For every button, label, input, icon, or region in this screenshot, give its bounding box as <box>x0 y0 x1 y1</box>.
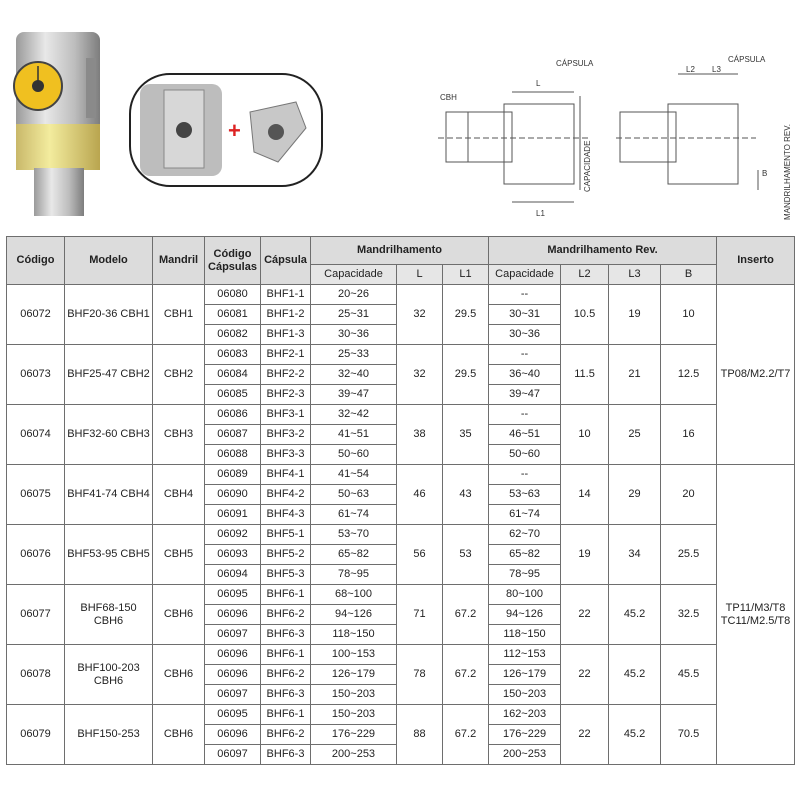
cell-capsula: BHF2-3 <box>261 385 311 405</box>
cell-l1: 35 <box>443 405 489 465</box>
cell-l: 88 <box>397 705 443 765</box>
cell-inserto: TP11/M3/T8 TC11/M2.5/T8 <box>717 465 795 765</box>
cell-capacidade-rev: 150~203 <box>489 685 561 705</box>
cell-capacidade-rev: -- <box>489 405 561 425</box>
cell-capacidade: 53~70 <box>311 525 397 545</box>
cell-codigo-capsula: 06085 <box>205 385 261 405</box>
cell-modelo: BHF25-47 CBH2 <box>65 345 153 405</box>
cell-modelo: BHF20-36 CBH1 <box>65 285 153 345</box>
cell-capacidade: 126~179 <box>311 665 397 685</box>
cell-b: 25.5 <box>661 525 717 585</box>
cell-codigo-capsula: 06093 <box>205 545 261 565</box>
product-illustrations <box>0 0 800 232</box>
cell-codigo-capsula: 06096 <box>205 665 261 685</box>
cell-l2: 19 <box>561 525 609 585</box>
header-mandrilhamento: Mandrilhamento <box>311 237 489 265</box>
cell-codigo-capsula: 06091 <box>205 505 261 525</box>
label-capsula: CÁPSULA <box>556 59 594 68</box>
cell-l2: 10 <box>561 405 609 465</box>
subheader-l3: L3 <box>609 265 661 285</box>
cell-modelo: BHF150-253 <box>65 705 153 765</box>
cell-codigo-capsula: 06092 <box>205 525 261 545</box>
cell-mandril: CBH4 <box>153 465 205 525</box>
cell-codigo: 06074 <box>7 405 65 465</box>
cell-capacidade-rev: 65~82 <box>489 545 561 565</box>
cell-codigo: 06078 <box>7 645 65 705</box>
cell-capacidade: 30~36 <box>311 325 397 345</box>
cell-l1: 53 <box>443 525 489 585</box>
cell-codigo: 06072 <box>7 285 65 345</box>
cell-codigo: 06079 <box>7 705 65 765</box>
table-row <box>7 705 795 725</box>
cell-l2: 10.5 <box>561 285 609 345</box>
label-capacidade: CAPACIDADE <box>583 140 592 192</box>
cell-codigo-capsula: 06097 <box>205 745 261 765</box>
cell-l: 32 <box>397 285 443 345</box>
cell-capacidade: 32~40 <box>311 365 397 385</box>
cell-codigo-capsula: 06090 <box>205 485 261 505</box>
header-codigo-capsulas: Código Cápsulas <box>205 237 261 285</box>
cell-l1: 29.5 <box>443 345 489 405</box>
header-mandril: Mandril <box>153 237 205 285</box>
cell-capsula: BHF6-3 <box>261 685 311 705</box>
cell-codigo-capsula: 06083 <box>205 345 261 365</box>
cell-capacidade-rev: 112~153 <box>489 645 561 665</box>
cell-capacidade-rev: 30~31 <box>489 305 561 325</box>
cell-capacidade: 100~153 <box>311 645 397 665</box>
cell-capacidade-rev: 80~100 <box>489 585 561 605</box>
cell-capsula: BHF6-1 <box>261 645 311 665</box>
label-b: B <box>762 169 768 178</box>
cell-capsula: BHF4-1 <box>261 465 311 485</box>
cell-l3: 19 <box>609 285 661 345</box>
cell-l2: 22 <box>561 705 609 765</box>
cell-capacidade-rev: -- <box>489 285 561 305</box>
cell-capacidade-rev: 36~40 <box>489 365 561 385</box>
cell-b: 45.5 <box>661 645 717 705</box>
cell-capacidade: 25~31 <box>311 305 397 325</box>
cell-b: 70.5 <box>661 705 717 765</box>
cell-codigo-capsula: 06095 <box>205 705 261 725</box>
cell-l1: 67.2 <box>443 705 489 765</box>
cell-capsula: BHF6-3 <box>261 625 311 645</box>
cell-b: 16 <box>661 405 717 465</box>
cell-capacidade: 94~126 <box>311 605 397 625</box>
cell-l: 71 <box>397 585 443 645</box>
cell-l1: 43 <box>443 465 489 525</box>
cell-capsula: BHF6-2 <box>261 605 311 625</box>
subheader-capacidade-rev: Capacidade <box>489 265 561 285</box>
subheader-capacidade: Capacidade <box>311 265 397 285</box>
boring-head-photo <box>8 28 113 218</box>
cell-mandril: CBH1 <box>153 285 205 345</box>
cell-capacidade-rev: 30~36 <box>489 325 561 345</box>
cell-modelo: BHF53-95 CBH5 <box>65 525 153 585</box>
cell-capacidade-rev: 162~203 <box>489 705 561 725</box>
svg-text:+: + <box>228 118 241 143</box>
cell-capsula: BHF3-3 <box>261 445 311 465</box>
cell-capacidade-rev: 78~95 <box>489 565 561 585</box>
table-row <box>7 585 795 605</box>
cell-l3: 34 <box>609 525 661 585</box>
cell-mandril: CBH6 <box>153 645 205 705</box>
cell-codigo-capsula: 06096 <box>205 605 261 625</box>
cell-capacidade: 61~74 <box>311 505 397 525</box>
cell-capacidade-rev: 62~70 <box>489 525 561 545</box>
header-capsula: Cápsula <box>261 237 311 285</box>
cell-l: 56 <box>397 525 443 585</box>
label-cbh: CBH <box>440 93 457 102</box>
specs-table <box>6 236 795 765</box>
cell-capsula: BHF5-3 <box>261 565 311 585</box>
cell-capacidade: 41~54 <box>311 465 397 485</box>
cell-capacidade: 25~33 <box>311 345 397 365</box>
cell-capacidade: 118~150 <box>311 625 397 645</box>
cell-codigo: 06076 <box>7 525 65 585</box>
cell-l2: 11.5 <box>561 345 609 405</box>
subheader-b: B <box>661 265 717 285</box>
cell-l2: 22 <box>561 645 609 705</box>
cell-capacidade-rev: 126~179 <box>489 665 561 685</box>
cell-l1: 67.2 <box>443 585 489 645</box>
cell-codigo-capsula: 06081 <box>205 305 261 325</box>
cell-capacidade: 150~203 <box>311 705 397 725</box>
label-mandrilhamento-rev: MANDRILHAMENTO REV. <box>783 123 792 220</box>
cell-capacidade-rev: 94~126 <box>489 605 561 625</box>
cell-capacidade: 20~26 <box>311 285 397 305</box>
cell-capacidade: 65~82 <box>311 545 397 565</box>
table-row <box>7 645 795 665</box>
cell-modelo: BHF41-74 CBH4 <box>65 465 153 525</box>
cell-capacidade: 68~100 <box>311 585 397 605</box>
cell-codigo-capsula: 06084 <box>205 365 261 385</box>
cell-codigo-capsula: 06088 <box>205 445 261 465</box>
cell-codigo-capsula: 06087 <box>205 425 261 445</box>
cell-capsula: BHF6-3 <box>261 745 311 765</box>
cell-mandril: CBH5 <box>153 525 205 585</box>
cell-mandril: CBH2 <box>153 345 205 405</box>
cell-capacidade: 200~253 <box>311 745 397 765</box>
cell-capsula: BHF6-2 <box>261 725 311 745</box>
cell-capsula: BHF1-1 <box>261 285 311 305</box>
header-modelo: Modelo <box>65 237 153 285</box>
cell-capsula: BHF3-1 <box>261 405 311 425</box>
cell-mandril: CBH6 <box>153 585 205 645</box>
cell-capacidade-rev: 50~60 <box>489 445 561 465</box>
cell-capsula: BHF4-3 <box>261 505 311 525</box>
label-l1: L1 <box>536 209 545 218</box>
cell-capacidade: 39~47 <box>311 385 397 405</box>
table-row <box>7 345 795 365</box>
cell-modelo: BHF68-150 CBH6 <box>65 585 153 645</box>
cell-l: 32 <box>397 345 443 405</box>
table-row <box>7 525 795 545</box>
cell-l3: 45.2 <box>609 585 661 645</box>
cell-capacidade: 32~42 <box>311 405 397 425</box>
label-l3: L3 <box>712 65 721 74</box>
cell-b: 20 <box>661 465 717 525</box>
label-l2: L2 <box>686 65 695 74</box>
cell-codigo-capsula: 06080 <box>205 285 261 305</box>
boring-dimension-diagram <box>438 52 606 224</box>
subheader-l: L <box>397 265 443 285</box>
header-inserto: Inserto <box>717 237 795 285</box>
cell-b: 12.5 <box>661 345 717 405</box>
capsule-insert-photo <box>128 72 324 188</box>
label-l: L <box>536 79 541 88</box>
cell-capsula: BHF4-2 <box>261 485 311 505</box>
cell-capsula: BHF1-2 <box>261 305 311 325</box>
cell-capacidade-rev: 39~47 <box>489 385 561 405</box>
label-capsula-rev: CÁPSULA <box>728 55 766 64</box>
cell-codigo-capsula: 06096 <box>205 725 261 745</box>
cell-b: 32.5 <box>661 585 717 645</box>
cell-l1: 67.2 <box>443 645 489 705</box>
cell-l3: 21 <box>609 345 661 405</box>
table-body <box>7 285 795 765</box>
cell-mandril: CBH6 <box>153 705 205 765</box>
cell-capacidade: 150~203 <box>311 685 397 705</box>
cell-l3: 45.2 <box>609 705 661 765</box>
cell-capsula: BHF1-3 <box>261 325 311 345</box>
cell-capacidade-rev: -- <box>489 345 561 365</box>
cell-codigo-capsula: 06086 <box>205 405 261 425</box>
cell-l3: 29 <box>609 465 661 525</box>
cell-codigo: 06075 <box>7 465 65 525</box>
cell-codigo-capsula: 06082 <box>205 325 261 345</box>
cell-l: 46 <box>397 465 443 525</box>
cell-codigo-capsula: 06089 <box>205 465 261 485</box>
cell-capacidade: 176~229 <box>311 725 397 745</box>
cell-l: 38 <box>397 405 443 465</box>
cell-capacidade-rev: 53~63 <box>489 485 561 505</box>
cell-capsula: BHF5-1 <box>261 525 311 545</box>
cell-codigo-capsula: 06097 <box>205 625 261 645</box>
cell-l2: 14 <box>561 465 609 525</box>
cell-l3: 25 <box>609 405 661 465</box>
cell-capacidade: 50~63 <box>311 485 397 505</box>
cell-capacidade: 78~95 <box>311 565 397 585</box>
cell-l3: 45.2 <box>609 645 661 705</box>
cell-l: 78 <box>397 645 443 705</box>
cell-mandril: CBH3 <box>153 405 205 465</box>
cell-capsula: BHF2-2 <box>261 365 311 385</box>
cell-capacidade-rev: 200~253 <box>489 745 561 765</box>
cell-modelo: BHF32-60 CBH3 <box>65 405 153 465</box>
cell-capsula: BHF5-2 <box>261 545 311 565</box>
cell-capacidade-rev: -- <box>489 465 561 485</box>
cell-modelo: BHF100-203 CBH6 <box>65 645 153 705</box>
cell-b: 10 <box>661 285 717 345</box>
subheader-l1: L1 <box>443 265 489 285</box>
cell-capsula: BHF2-1 <box>261 345 311 365</box>
reverse-boring-dimension-diagram <box>616 52 800 224</box>
cell-capacidade-rev: 118~150 <box>489 625 561 645</box>
cell-codigo: 06077 <box>7 585 65 645</box>
cell-codigo-capsula: 06094 <box>205 565 261 585</box>
cell-capsula: BHF3-2 <box>261 425 311 445</box>
cell-capacidade-rev: 176~229 <box>489 725 561 745</box>
table-row <box>7 285 795 305</box>
cell-l2: 22 <box>561 585 609 645</box>
cell-capacidade: 50~60 <box>311 445 397 465</box>
header-codigo: Código <box>7 237 65 285</box>
cell-capsula: BHF6-1 <box>261 705 311 725</box>
cell-l1: 29.5 <box>443 285 489 345</box>
subheader-l2: L2 <box>561 265 609 285</box>
table-row <box>7 465 795 485</box>
cell-codigo-capsula: 06095 <box>205 585 261 605</box>
cell-capacidade-rev: 61~74 <box>489 505 561 525</box>
cell-codigo-capsula: 06097 <box>205 685 261 705</box>
cell-capacidade: 41~51 <box>311 425 397 445</box>
table-row <box>7 405 795 425</box>
cell-inserto: TP08/M2.2/T7 <box>717 285 795 465</box>
header-mandrilhamento-rev: Mandrilhamento Rev. <box>489 237 717 265</box>
cell-capacidade-rev: 46~51 <box>489 425 561 445</box>
cell-codigo: 06073 <box>7 345 65 405</box>
cell-capsula: BHF6-2 <box>261 665 311 685</box>
cell-codigo-capsula: 06096 <box>205 645 261 665</box>
cell-capsula: BHF6-1 <box>261 585 311 605</box>
